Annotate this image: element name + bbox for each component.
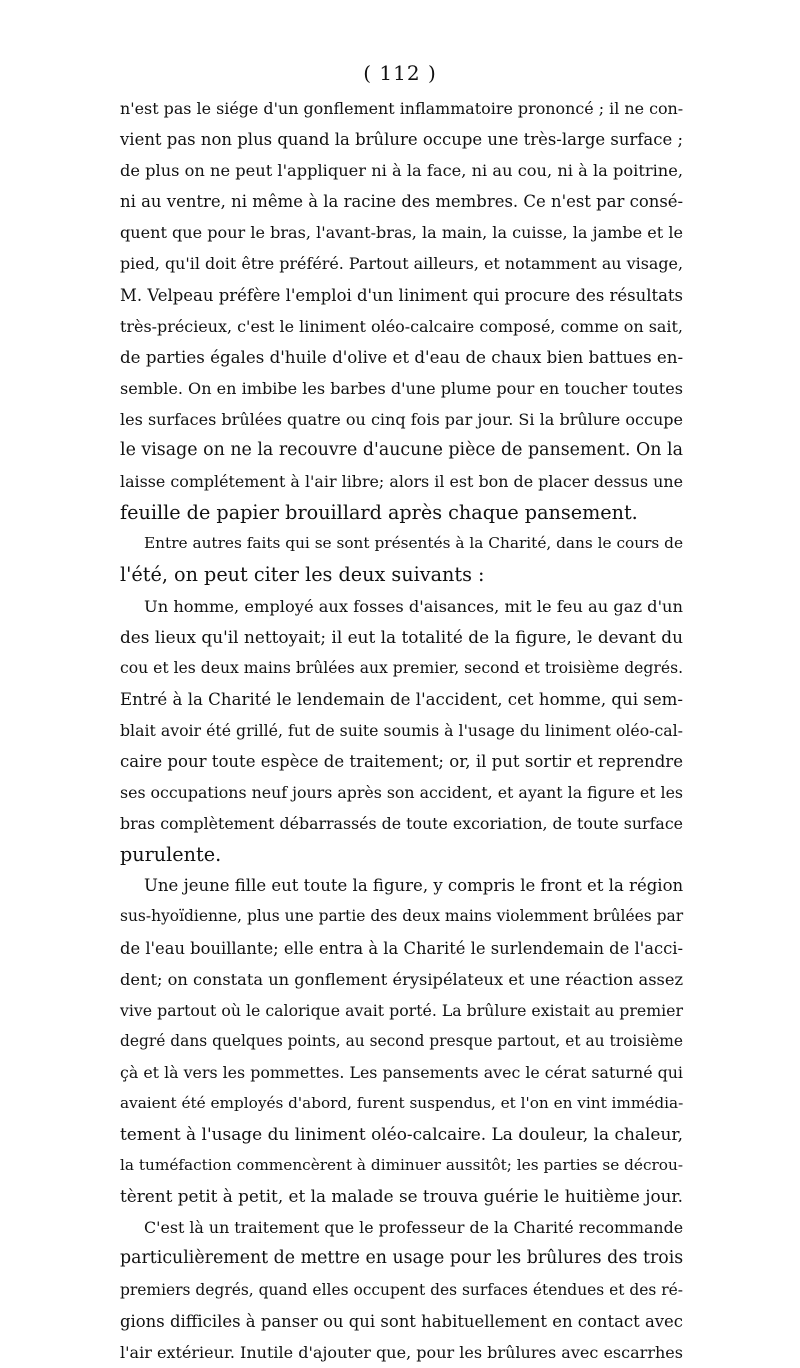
text-line: cou et les deux mains brûlées aux premier, second et troisième degrés. — [120, 658, 684, 677]
text-line: l'été, on peut citer les deux suivants : — [120, 563, 485, 587]
text-line: de l'eau bouillante; elle entra à la Charité le surlendemain de l'acci- — [120, 938, 683, 958]
text-line: l'air extérieur. Inutile d'ajouter que, pour les brûlures avec escarrhes — [120, 1342, 683, 1362]
text-line: pied, qu'il doit être préféré. Partout ailleurs, et notamment au visage, — [120, 254, 683, 274]
text-line: particulièrement de mettre en usage pour les brûlures des trois — [120, 1248, 684, 1269]
text-line: tèrent petit à petit, et la malade se trouva guérie le huitième jour. — [120, 1186, 683, 1207]
body-text — [120, 93, 683, 1368]
text-line: ni au ventre, ni même à la racine des membres. Ce n'est par consé- — [120, 192, 684, 212]
text-line: premiers degrés, quand elles occupent des surfaces étendues et des ré- — [120, 1280, 684, 1299]
text-line: de parties égales d'huile d'olive et d'eau de chaux bien battues en- — [120, 347, 684, 367]
text-line: ses occupations neuf jours après son accident, et ayant la figure et les — [120, 783, 684, 803]
text-line: dent; on constata un gonflement érysipélateux et une réaction assez — [120, 969, 684, 989]
text-line: n'est pas le siége d'un gonflement inflammatoire prononcé ; il ne con- — [120, 99, 684, 118]
text-line: purulente. — [120, 843, 222, 867]
text-line: C'est là un traitement que le professeur de la Charité recommande — [144, 1218, 684, 1238]
text-line: les surfaces brûlées quatre ou cinq fois par jour. Si la brûlure occupe — [120, 409, 683, 429]
text-line: avaient été employés d'abord, furent suspendus, et l'on en vint immédia- — [120, 1094, 684, 1112]
text-line: tement à l'usage du liniment oléo-calcaire. La douleur, la chaleur, — [120, 1124, 683, 1145]
text-line: des lieux qu'il nettoyait; il eut la totalité de la figure, le devant du — [120, 626, 683, 647]
text-line: M. Velpeau préfère l'emploi d'un liniment qui procure des résultats — [120, 285, 683, 305]
text-line: Un homme, employé aux fosses d'aisances, mit le feu au gaz d'un — [144, 596, 683, 616]
text-line: semble. On en imbibe les barbes d'une plume pour en toucher toutes — [120, 378, 683, 398]
text-line: caire pour toute espèce de traitement; or, il put sortir et reprendre — [120, 751, 683, 771]
text-line: la tuméfaction commencèrent à diminuer aussitôt; les parties se décrou- — [120, 1156, 683, 1175]
text-line: degré dans quelques points, au second presque partout, et au troisième — [120, 1031, 683, 1050]
text-line: Entre autres faits qui se sont présentés à la Charité, dans le cours de — [144, 534, 684, 553]
text-line: quent que pour le bras, l'avant-bras, la main, la cuisse, la jambe et le — [120, 223, 683, 243]
text-line: bras complètement débarrassés de toute excoriation, de toute surface — [120, 814, 683, 834]
text-line: Entré à la Charité le lendemain de l'accident, cet homme, qui sem- — [120, 689, 683, 709]
text-line: feuille de papier brouillard après chaque pansement. — [120, 501, 638, 525]
text-line: de plus on ne peut l'appliquer ni à la face, ni au cou, ni à la poitrine, — [120, 161, 683, 181]
text-line: le visage on ne la recouvre d'aucune pièce de pansement. On la — [120, 440, 683, 461]
page-number: ( 112 ) — [363, 61, 437, 85]
text-line: vive partout où le calorique avait porté. La brûlure existait au premier — [120, 1000, 683, 1020]
text-line: Une jeune fille eut toute la figure, y compris le front et la région — [144, 876, 684, 896]
text-line: blait avoir été grillé, fut de suite soumis à l'usage du liniment oléo-cal- — [120, 720, 683, 740]
text-line: très-précieux, c'est le liniment oléo-calcaire composé, comme on sait, — [120, 316, 683, 336]
text-line: laisse complétement à l'air libre; alors il est bon de placer dessus une — [120, 472, 683, 492]
text-line: gions difficiles à panser ou qui sont habituellement en contact avec — [120, 1311, 683, 1331]
text-line: vient pas non plus quand la brûlure occupe une très-large surface ; — [120, 130, 683, 150]
text-line: sus-hyoïdienne, plus une partie des deux mains violemment brûlées par — [120, 907, 684, 926]
text-line: çà et là vers les pommettes. Les pansements avec le cérat saturné qui — [120, 1062, 683, 1082]
